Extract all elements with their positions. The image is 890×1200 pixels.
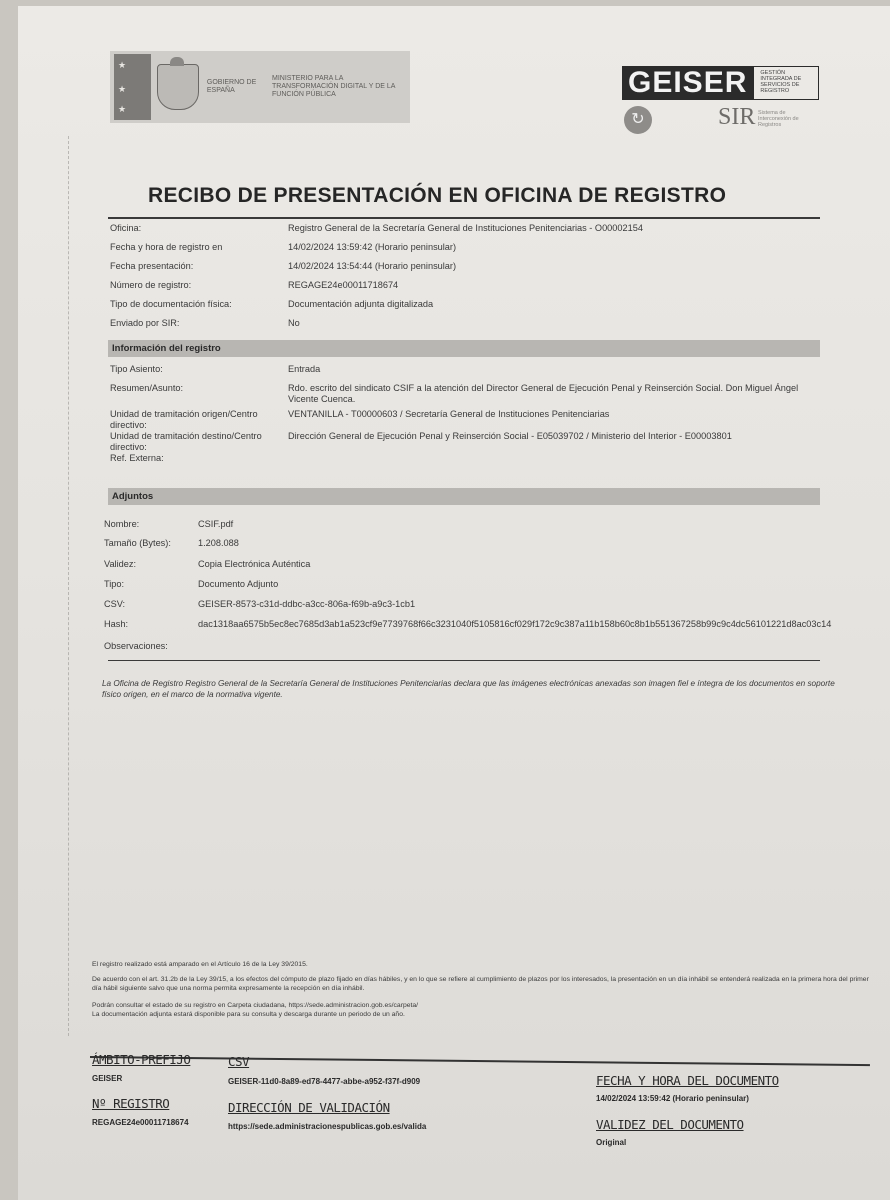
title-divider	[108, 217, 820, 219]
legal-p3: Podrán consultar el estado de su registro en Carpeta ciudadana, https://sede.administracion.gob.es/carpeta/	[92, 1002, 419, 1009]
detail-key: Resumen/Asunto:	[110, 383, 184, 393]
detail-key: Número de registro:	[110, 280, 192, 290]
detail-value: Entrada	[288, 364, 321, 374]
fecha-label: FECHA Y HORA DEL DOCUMENTO	[596, 1073, 779, 1088]
sir-logo: SIR	[718, 104, 756, 130]
ministerio-label: MINISTERIO PARA LA TRANSFORMACIÓN DIGITAL Y DE LA FUNCIÓN PÚBLICA	[272, 75, 396, 98]
validez-value: Original	[596, 1138, 627, 1147]
ambito-label: ÁMBITO-PREFIJO	[92, 1052, 191, 1067]
validez-label: VALIDEZ DEL DOCUMENTO	[596, 1117, 744, 1132]
detail-value: VENTANILLA - T00000603 / Secretaría General de Instituciones Penitenciarias	[288, 409, 610, 419]
detail-key: CSV:	[104, 599, 126, 609]
legal-p2: De acuerdo con el art. 31.2b de la Ley 39/15, a los efectos del cómputo de plazo fijado en días hábiles, y en lo que se refiere al cumplimiento de plazos por los interesados, la presentación en un día inhábil se entenderá realizada en la primera hora del primer día hábil siguiente salvo que una norma permita expresamente la recepción en día inhábil.	[92, 976, 869, 992]
adjuntos-divider	[108, 660, 820, 661]
geiser-swirl-icon: ↻	[624, 106, 652, 134]
detail-value: Copia Electrónica Auténtica	[198, 559, 311, 569]
footer-divider	[90, 1056, 870, 1066]
detail-value: 14/02/2024 13:54:44 (Horario peninsular)	[288, 261, 457, 271]
detail-value: Rdo. escrito del sindicato CSIF a la atención del Director General de Ejecución Penal y Reinserción Social. Don Miguel Ángel Vicente Cuenca.	[288, 383, 799, 404]
detail-key: Ref. Externa:	[110, 453, 164, 463]
detail-value: No	[288, 318, 300, 328]
detail-key: Validez:	[104, 559, 137, 569]
geiser-logo	[622, 66, 819, 100]
detail-key: Unidad de tramitación destino/Centro directivo:	[110, 431, 262, 452]
csv-value: GEISER-11d0-8a89-ed78-4477-abbe-a952-f37f-d909	[228, 1077, 421, 1086]
detail-key: Tamaño (Bytes):	[104, 538, 171, 548]
detail-value: Registro General de la Secretaría General de Instituciones Penitenciarias - O00002154	[288, 223, 643, 233]
document-page	[18, 6, 890, 1200]
eu-flag-icon: ★ ★ ★	[114, 54, 151, 120]
geiser-subtitle: GESTIÓN INTEGRADA DE SERVICIOS DE REGISTRO	[753, 66, 819, 100]
detail-key: Hash:	[104, 619, 129, 629]
government-header	[110, 51, 410, 123]
detail-value: Documento Adjunto	[198, 579, 279, 589]
detail-value: 1.208.088	[198, 538, 239, 548]
detail-key: Enviado por SIR:	[110, 318, 180, 328]
detail-key: Observaciones:	[104, 641, 168, 651]
detail-value: CSIF.pdf	[198, 519, 234, 529]
detail-key: Tipo Asiento:	[110, 364, 163, 374]
legal-p1: El registro realizado está amparado en el Artículo 16 de la Ley 39/2015.	[92, 961, 308, 968]
declaracion-text: La Oficina de Registro Registro General de la Secretaría General de Instituciones Penitenciarias declara que las imágenes electrónicas anexadas son imagen fiel e íntegra de los documentos en soporte físico origen, en el marco de la normativa vigente.	[102, 679, 835, 699]
fecha-value: 14/02/2024 13:59:42 (Horario peninsular)	[596, 1094, 749, 1103]
detail-value: Dirección General de Ejecución Penal y Reinserción Social - E05039702 / Ministerio del Interior - E00003801	[288, 431, 732, 441]
detail-value: REGAGE24e00011718674	[288, 280, 399, 290]
detail-key: Fecha presentación:	[110, 261, 194, 271]
detail-value: Documentación adjunta digitalizada	[288, 299, 434, 309]
nregistro-label: Nº REGISTRO	[92, 1096, 170, 1111]
geiser-wordmark: GEISER	[622, 66, 753, 100]
page-title: RECIBO DE PRESENTACIÓN EN OFICINA DE REGISTRO	[148, 184, 727, 207]
info-section-header: Información del registro	[108, 340, 820, 357]
nregistro-value: REGAGE24e00011718674	[92, 1118, 189, 1127]
ambito-value: GEISER	[92, 1074, 123, 1083]
direccion-label: DIRECCIÓN DE VALIDACIÓN	[228, 1100, 390, 1115]
adjuntos-section-header: Adjuntos	[108, 488, 820, 505]
detail-key: Tipo de documentación física:	[110, 299, 232, 309]
detail-value: 14/02/2024 13:59:42 (Horario peninsular)	[288, 242, 457, 252]
detail-key: Fecha y hora de registro en	[110, 242, 223, 252]
detail-key: Tipo:	[104, 579, 125, 589]
legal-p4: La documentación adjunta estará disponible para su consulta y descarga durante un periodo de un año.	[92, 1011, 405, 1018]
sir-subtitle: Sistema de Interconexión de Registros	[758, 110, 799, 128]
detail-value: GEISER-8573-c31d-ddbc-a3cc-806a-f69b-a9c3-1cb1	[198, 599, 416, 609]
csv-label: CSV	[228, 1054, 250, 1069]
coat-of-arms-icon	[157, 64, 198, 110]
margin-stitch	[68, 136, 73, 1036]
detail-value: dac1318aa6575b5ec8ec7685d3ab1a523cf9e7739768f66c3231040f5105816cf029f172c9c387a11b158b60c8b1b551367258b99c9c4dc56101221d8ac03c14	[198, 619, 832, 629]
detail-key: Oficina:	[110, 223, 142, 233]
direccion-value: https://sede.administracionespublicas.gob.es/valida	[228, 1122, 427, 1131]
detail-key: Nombre:	[104, 519, 140, 529]
gobierno-label: GOBIERNO DE ESPAÑA	[206, 79, 257, 94]
detail-key: Unidad de tramitación origen/Centro directivo:	[110, 409, 258, 430]
